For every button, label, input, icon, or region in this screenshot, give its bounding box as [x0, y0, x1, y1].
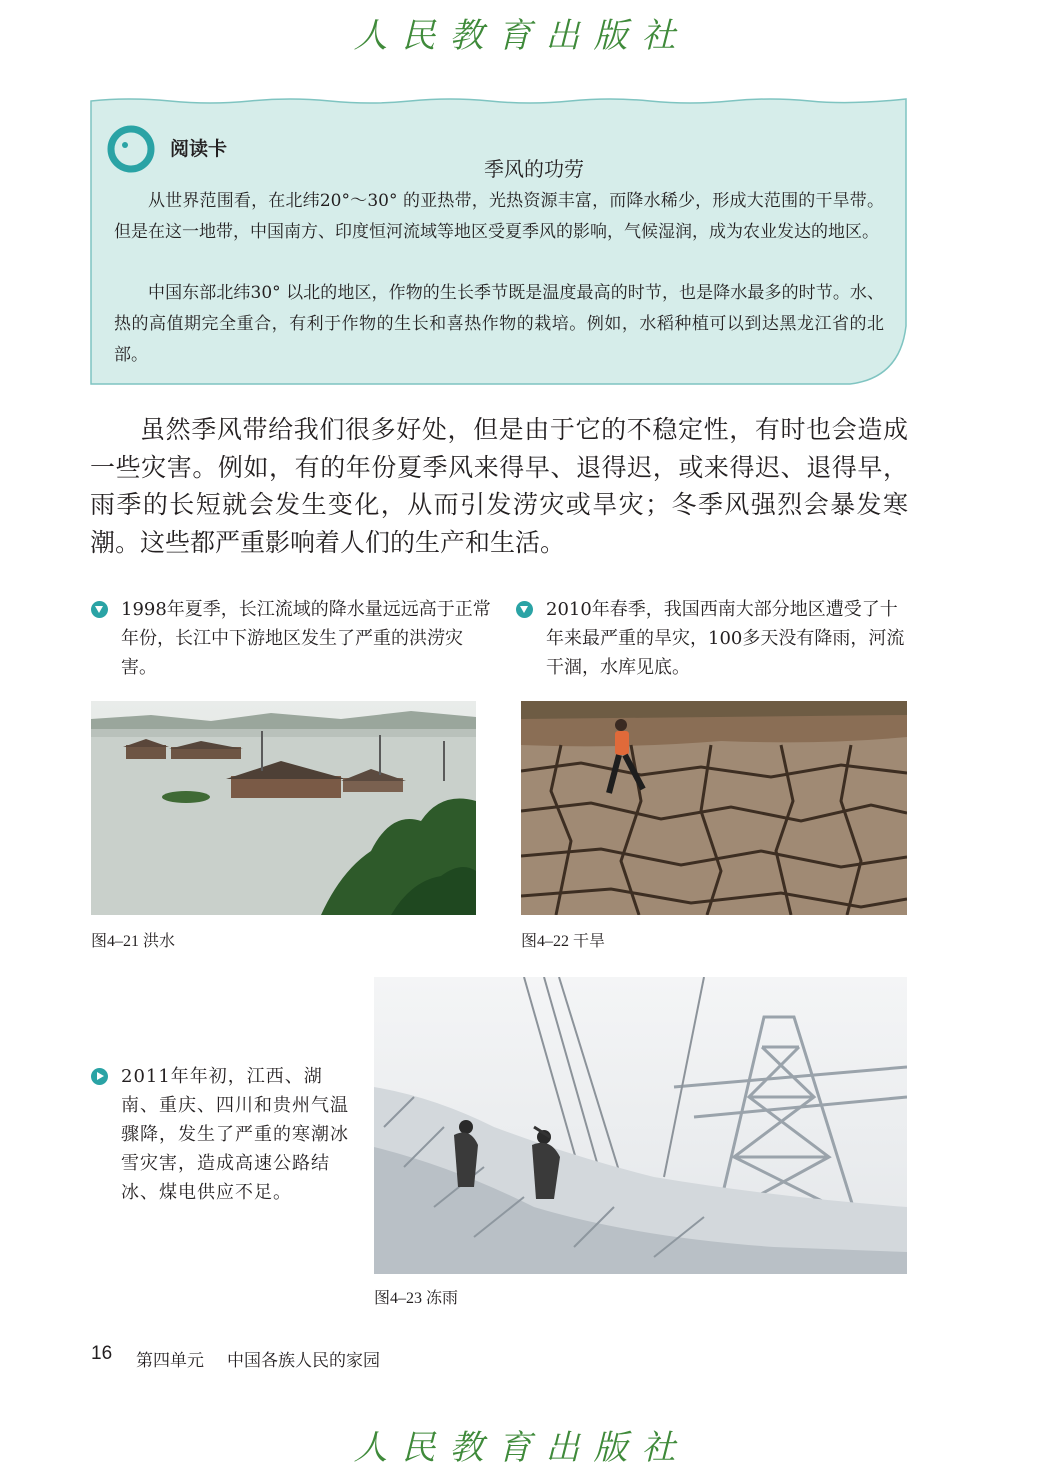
freeze-note-text: 2011年年初，江西、湖南、重庆、四川和贵州气温骤降，发生了严重的寒潮冰雪灾害，造成高速公路结冰、煤电供应不足。 [121, 1066, 349, 1203]
triangle-down-icon [91, 601, 108, 618]
page-number: 16 [91, 1343, 113, 1364]
publisher-footer: 人民教育出版社 [353, 1428, 690, 1468]
triangle-down-icon [516, 601, 533, 618]
footer-unit: 第四单元 [136, 1351, 204, 1371]
freeze-note [121, 1062, 351, 1207]
flood-note [121, 595, 491, 682]
triangle-right-icon [91, 1068, 108, 1085]
flood-caption: 图4–21 洪水 [91, 933, 176, 950]
flood-photo [91, 701, 476, 915]
reading-card-label: 阅读卡 [170, 138, 228, 160]
flood-note-text: 1998年夏季，长江流域的降水量远远高于正常年份，长江中下游地区发生了严重的洪涝灾害。 [121, 599, 491, 678]
body-paragraph: 虽然季风带给我们很多好处，但是由于它的不稳定性，有时也会造成一些灾害。例如，有的年份夏季风来得早、退得迟，或来得迟、退得早，雨季的长短就会发生变化，从而引发涝灾或旱灾；冬季风强烈会暴发寒潮。这些都严重影响着人们的生产和生活。 [90, 417, 908, 557]
publisher-header: 人民教育出版社 [353, 16, 690, 56]
freezing-rain-photo [374, 977, 907, 1274]
reading-card-paragraph: 从世界范围看，在北纬20°～30° 的亚热带，光热资源丰富，而降水稀少，形成大范围的干旱带。但是在这一地带，中国南方、印度恒河流域等地区受夏季风的影响，气候湿润，成为农业发达的地区。 [114, 191, 884, 242]
drought-note [546, 595, 911, 682]
drought-caption: 图4–22 干旱 [521, 933, 606, 950]
reading-card-title: 季风的功劳 [484, 157, 584, 181]
freezing-rain-caption: 图4–23 冻雨 [374, 1290, 459, 1307]
reading-card-paragraph: 中国东部北纬30° 以北的地区，作物的生长季节既是温度最高的时节，也是降水最多的时节。水、热的高值期完全重合，有利于作物的生长和喜热作物的栽培。例如，水稻种植可以到达黑龙江省的北部。 [114, 283, 884, 365]
drought-photo [521, 701, 907, 915]
footer-title: 中国各族人民的家园 [227, 1351, 380, 1371]
drought-note-text: 2010年春季，我国西南大部分地区遭受了十年来最严重的旱灾，100多天没有降雨，河流干涸，水库见底。 [546, 599, 905, 678]
